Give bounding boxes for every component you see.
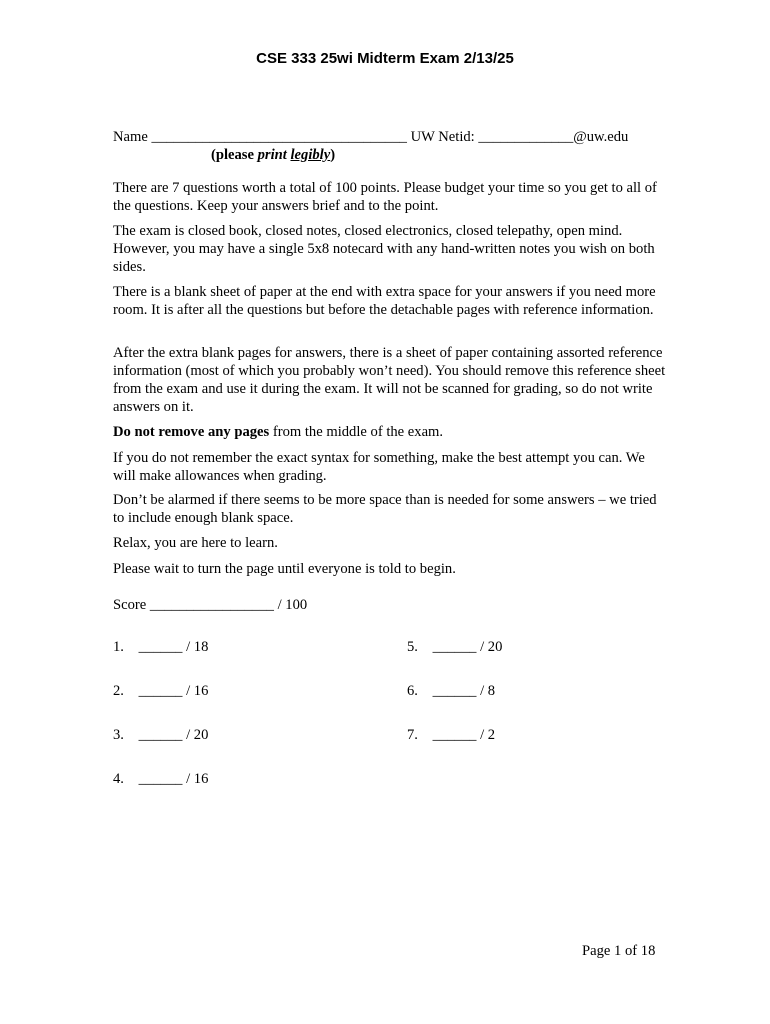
question-score-1	[113, 638, 208, 656]
question-max: / 16	[186, 683, 209, 699]
question-score-3	[113, 726, 208, 744]
question-number: 5.	[407, 639, 418, 655]
netid-blank: _____________	[478, 129, 574, 145]
netid-suffix: @uw.edu	[573, 129, 629, 145]
question-max: / 8	[480, 683, 496, 699]
instruction-wait: Please wait to turn the page until everyone is told to begin.	[113, 561, 456, 577]
question-blank: ______	[432, 727, 477, 743]
instruction-blank-sheet: There is a blank sheet of paper at the end with extra space for your answers if you need more room. It is after all the questions but before the detachable pages with reference information.	[113, 284, 656, 318]
name-netid-line	[113, 128, 628, 146]
do-not-remove-rest: from the middle of the exam.	[269, 424, 444, 440]
question-number: 3.	[113, 727, 124, 743]
question-blank: ______	[138, 683, 183, 699]
question-score-4	[113, 770, 208, 788]
note-print: print	[257, 147, 287, 163]
instruction-points: There are 7 questions worth a total of 100 points. Please budget your time so you get to all of the questions. Keep your answers brief and to the point.	[113, 180, 657, 214]
do-not-remove-bold: Do not remove any pages	[113, 424, 270, 440]
instruction-relax: Relax, you are here to learn.	[113, 535, 278, 551]
question-max: / 20	[480, 639, 503, 655]
print-legibly-note	[211, 146, 335, 164]
page-number: Page 1 of 18	[582, 943, 656, 959]
score-line	[113, 596, 307, 614]
score-blank: _________________	[149, 597, 274, 613]
question-blank: ______	[138, 771, 183, 787]
instruction-do-not-remove	[113, 423, 663, 441]
exam-title: CSE 333 25wi Midterm Exam 2/13/25	[256, 50, 514, 67]
score-label: Score	[113, 597, 147, 613]
question-max: / 16	[186, 771, 209, 787]
note-open: (please	[211, 147, 258, 163]
question-blank: ______	[432, 683, 477, 699]
question-number: 2.	[113, 683, 124, 699]
question-score-6	[407, 682, 495, 700]
instruction-space: Don’t be alarmed if there seems to be more space than is needed for some answers – we tried to include enough blank space.	[113, 492, 657, 526]
score-total: / 100	[277, 597, 308, 613]
question-number: 1.	[113, 639, 124, 655]
question-score-7	[407, 726, 495, 744]
question-number: 4.	[113, 771, 124, 787]
note-legibly: legibly	[290, 147, 331, 163]
question-blank: ______	[138, 639, 183, 655]
question-number: 6.	[407, 683, 418, 699]
question-blank: ______	[432, 639, 477, 655]
instruction-reference-sheet: After the extra blank pages for answers, there is a sheet of paper containing assorted reference information (most of which you probably won’t need). You should remove this reference sheet from the exam and use it during the exam. It will not be scanned for grading, so do not write answers on it.	[113, 345, 666, 415]
netid-label: UW Netid:	[410, 129, 475, 145]
instruction-closed-book: The exam is closed book, closed notes, closed electronics, closed telepathy, open mind. However, you may have a single 5x8 notecard with any hand-written notes you wish on both sides.	[113, 223, 655, 275]
instruction-syntax: If you do not remember the exact syntax for something, make the best attempt you can. We will make allowances when grading.	[113, 450, 645, 484]
name-label: Name	[113, 129, 148, 145]
question-max: / 18	[186, 639, 209, 655]
question-number: 7.	[407, 727, 418, 743]
question-max: / 2	[480, 727, 496, 743]
question-score-5	[407, 638, 502, 656]
question-score-2	[113, 682, 208, 700]
question-blank: ______	[138, 727, 183, 743]
name-blank: ___________________________________	[151, 129, 407, 145]
note-close: )	[330, 147, 336, 163]
question-max: / 20	[186, 727, 209, 743]
